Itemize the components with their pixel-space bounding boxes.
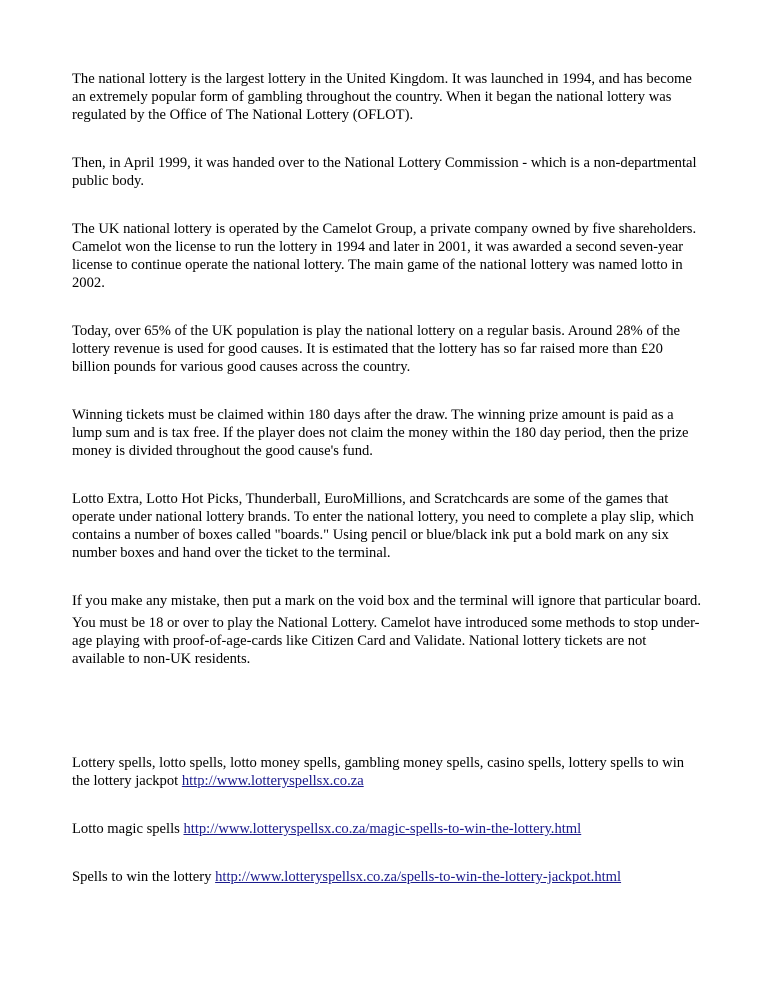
paragraph-games: Lotto Extra, Lotto Hot Picks, Thunderball, EuroMillions, and Scratchcards are some of the games that operate under national lottery brands. To enter the national lottery, you need to complete a play slip, which contains a number of boxes called "boards." Using pencil or blue/black ink put a bold mark on any six number boxes and hand over the ticket to the terminal. bbox=[72, 491, 694, 561]
paragraph-commission: Then, in April 1999, it was handed over to the National Lottery Commission - which is a non-departmental public body. bbox=[72, 155, 697, 189]
document-page bbox=[72, 70, 702, 886]
link-line-lottery-spells bbox=[72, 754, 702, 790]
paragraph-population: Today, over 65% of the UK population is play the national lottery on a regular basis. Around 28% of the lottery revenue is used for good causes. It is estimated that the lottery has so far raised more than £20 billion pounds for various good causes across the country. bbox=[72, 323, 680, 375]
paragraph-camelot: The UK national lottery is operated by the Camelot Group, a private company owned by five shareholders. Camelot won the license to run the lottery in 1994 and later in 2001, it was awarded a second seven-year license to continue operate the national lottery. The main game of the national lottery was named lotto in 2002. bbox=[72, 221, 697, 291]
link-description: Spells to win the lottery bbox=[72, 869, 212, 885]
link-description: Lottery spells, lotto spells, lotto money spells, gambling money spells, casino spells, lottery spells to win the lottery jackpot bbox=[72, 755, 685, 789]
paragraph-mistake: If you make any mistake, then put a mark on the void box and the terminal will ignore that particular board. bbox=[72, 593, 701, 609]
lotteryspells-home-link[interactable]: http://www.lotteryspellsx.co.za bbox=[181, 773, 364, 789]
paragraph-winning-tickets: Winning tickets must be claimed within 180 days after the draw. The winning prize amount is paid as a lump sum and is tax free. If the player does not claim the money within the 180 day period, then the prize money is divided throughout the good cause's fund. bbox=[72, 407, 689, 459]
jackpot-spells-link[interactable]: http://www.lotteryspellsx.co.za/spells-to-win-the-lottery-jackpot.html bbox=[215, 869, 622, 885]
link-description: Lotto magic spells bbox=[72, 821, 180, 837]
paragraph-intro: The national lottery is the largest lottery in the United Kingdom. It was launched in 1994, and has become an extremely popular form of gambling throughout the country. When it began the national lottery was regulated by the Office of The National Lottery (OFLOT). bbox=[72, 71, 692, 123]
magic-spells-link[interactable]: http://www.lotteryspellsx.co.za/magic-spells-to-win-the-lottery.html bbox=[183, 821, 582, 837]
paragraph-age: You must be 18 or over to play the National Lottery. Camelot have introduced some methods to stop under-age playing with proof-of-age-cards like Citizen Card and Validate. National lottery tickets are not available to non-UK residents. bbox=[72, 615, 700, 667]
link-line-lotto-magic bbox=[72, 820, 702, 838]
link-line-spells-to-win bbox=[72, 868, 702, 886]
